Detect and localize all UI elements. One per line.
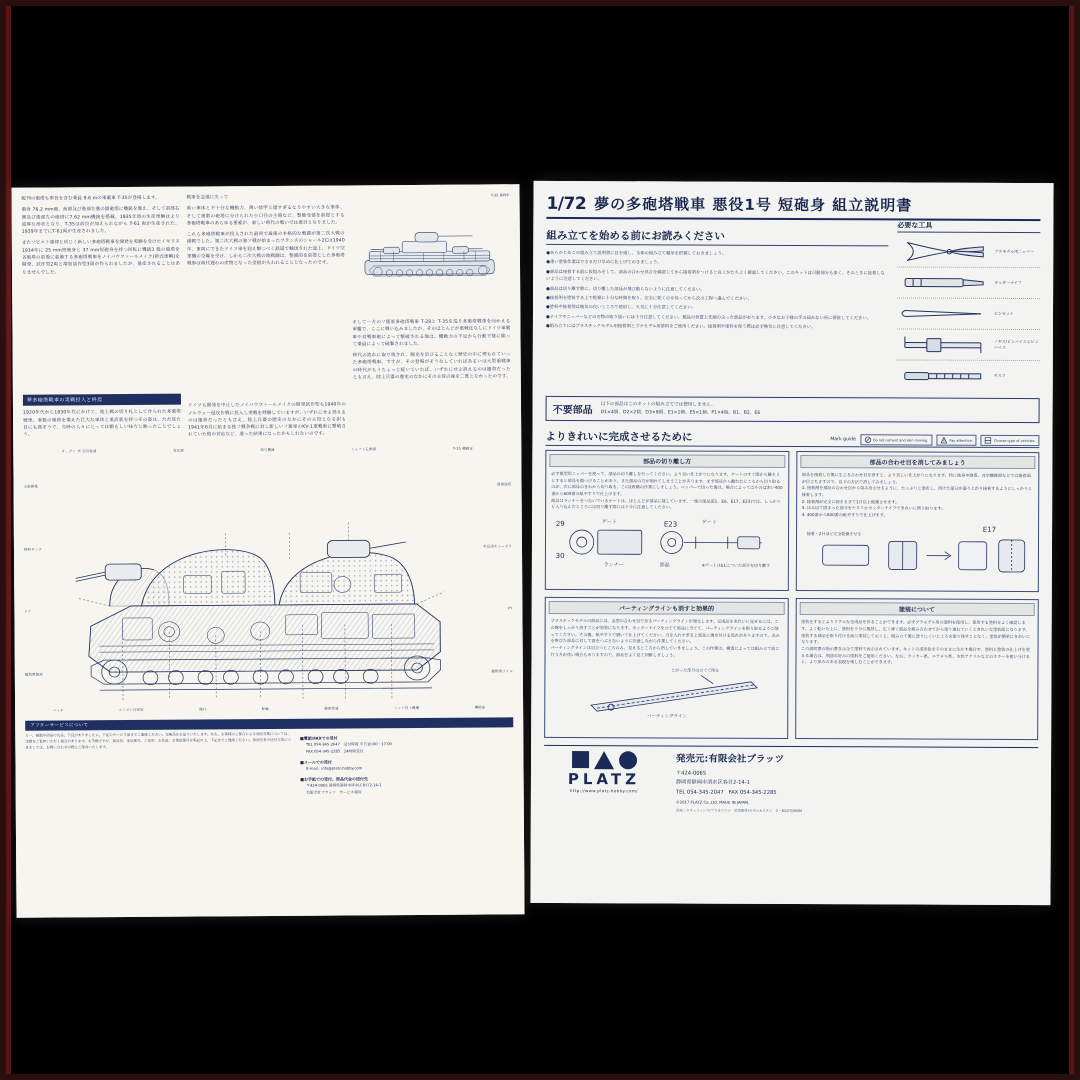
tool-name-2: ピンセット	[993, 310, 1015, 316]
card-text-0: 必ず模型用ニッパーを使って、部品の切り離しを行ってください。より良い仕上がりになります。ゲートのすぐ際から離そうとすると部品を傷つけることがあり、また部品の方が削れてしまうことがあります。まず部品から離れたところから切り取るのが、次に部品のきわから切り取る、この2段階の作業にしましょう。ニッパーで切った後は、場合によってはそのばあい400番から600番の紙やすりで仕上げます。 部品はランナーをつないでいるゲートは、ほとんどが部品に接しています。一部の部品(E1、E6、E17、E23)では、しっかりと入り込んだところには切り離す際には十分に注意してください。	[551, 470, 783, 510]
cutaway-label-right-2: FY	[507, 606, 513, 611]
parting-line-figure	[550, 661, 782, 722]
instruction-sheet-left	[11, 184, 524, 918]
mark-guide-item-1	[936, 435, 977, 446]
svg-text:ゲート: ゲート	[701, 519, 717, 526]
file-icon	[897, 362, 989, 388]
cutaway-label-bottom-5: ヘッド投下機構	[394, 705, 420, 710]
left-col3-p2: 時代の流れに取り残され、脚光を浴びることなく歴史の中に埋もれていった多砲塔戦車。ですが、その登場がそうなしていればあるいは大型重戦車の時代がもうちょっと続いていれば、いずれにせよ消えるのは運命だったとも言え、陸上兵器の歴史のなかにその主役の座を二度となかったのです。	[352, 352, 511, 381]
tool-name-4: ヤスリ	[993, 372, 1006, 378]
cutaway-label-bottom-0: ハッチ	[52, 708, 64, 713]
maker-line	[676, 751, 1038, 769]
copyright: ©2017 PLATZ Co.,Ltd. MADE IN JAPAN.	[675, 799, 750, 805]
card-text-3: 塗装をするとよりリアルな完成品を作ることができます。必ずプラモデル用の塗料を使用し、使用する塗料をよく確認します。よく乾いた上に、塗料を十分に撹拌し、広く薄く部品を組み合わせてから塗り重ねていくときれいな塗装面になります。塗装する部品を取り付ける前に塗装しておくと、組み立て後に塗りにくいところを塗り残すことなく、塗装が簡単にきれいになります。 この説明書の指示書きは全て塗料で表示されています。キットの成形色をそのままに生かす場合や、塗料と塗装の仕上げを変える場合は、別途お好みの塗料をご使用ください。なお、ラッカー系、エナメル系、水性アクリルなどのカラーを使い分けると、より深みのある表現を楽しむことができます。	[800, 619, 1031, 665]
cutaway-label-top-4: T-35 機銃室	[452, 446, 473, 451]
telephone: TEL 054-345-2047	[675, 789, 724, 796]
contact-mail-1[interactable]: E-mail : info@platz-hobby.com	[306, 766, 363, 771]
svg-text:※ゲートはE1についた部分を切り離す: ※ゲートはE1についた部分を切り離す	[701, 562, 771, 568]
tools-heading: 必要な工具	[897, 220, 1040, 233]
scale-label: 1/72	[546, 193, 587, 215]
svg-text:ランナー: ランナー	[603, 561, 624, 569]
maker-name: 有限会社プラッツ	[708, 753, 785, 765]
knife-icon	[897, 269, 989, 295]
logo-shapes	[544, 751, 664, 770]
photo-edge-left	[6, 6, 11, 1074]
cutaway-label-top-2: 信号機器	[260, 447, 275, 452]
card-text-2: プラスチックモデルの部品には、金型の合わせ目であるパーティングラインが発生します。完成品をきれいに見せるには、この線をしっかり消すことが効果になります。カッターナイフを立てて部品に当てて、パーティングラインを削り取るように削ってください。その後、紙やすりで磨いて仕上げてください。力を入れすぎると部品に傷を付ける恐れがありますので、丸みを帯びた部品に対して面をつぶさないように注意しながら作業してください。 パーティングラインは目立つところのみ、見えるところから消していきましょう。この作業は、構造によっては組み立て前に行う方が良い場合もありますので、部品をよく見て判断しましょう。	[550, 618, 780, 658]
logo-url[interactable]: http://www.platz-hobby.com/	[569, 787, 638, 794]
tool-name-3: ノギス/ピンバイスとピンバイス	[993, 338, 1039, 350]
card-heading-3: 塗装について	[799, 602, 1035, 616]
cutaway-label-bottom-2: 操行	[199, 707, 207, 712]
svg-text:ゲート: ゲート	[601, 518, 617, 525]
rules-list	[546, 250, 888, 332]
left-column-2	[187, 193, 346, 386]
cutaway-label-bottom-4: 懸架装置	[324, 706, 339, 711]
left-mid-columns	[23, 387, 511, 445]
contact-head-letter: ■お手紙での受付、部品代金の送付先	[300, 776, 369, 782]
document-title-row	[546, 193, 1040, 221]
left-col1-p1: 配列の砲塔も車長を含む乗員 9.6 mの車載車 T-35が登場します。	[21, 195, 160, 202]
photo-edge-right	[1069, 6, 1074, 1074]
before-assembly-row	[546, 219, 1041, 391]
rule-3: ●部品は切り離す際に、切り離した部品が飛び散らないように注意してください。	[546, 286, 705, 293]
contact-letter-1: 〒424-0065 静岡県静岡市清水区春日2-14-1	[306, 783, 382, 789]
tank-photo-caption: T-35 重戦車	[490, 193, 510, 198]
technique-card-parting-line	[544, 597, 788, 738]
sprue-gate-figure	[551, 514, 783, 575]
technique-card-cutting	[545, 450, 789, 591]
cutaway-label-left-2: ドア	[24, 610, 32, 615]
cutaway-label-right-1: 車長用キューポラ	[483, 544, 512, 549]
footer	[544, 745, 1038, 817]
rule-7: ●組み立てにはプラスチックモデル用接着剤とプラモデル用塗料をご使用ください。接着剤や塗料を使う際は必ず換気に注意してください。	[545, 324, 816, 331]
mark-guide	[830, 434, 1039, 446]
nipper-icon	[897, 238, 989, 264]
cutaway-label-bottom-3: 転輪	[261, 706, 269, 711]
card-heading-2: パーティングラインも消すと効果的	[549, 601, 785, 615]
triangle-icon	[594, 751, 614, 769]
tank-cutaway-illustration	[66, 453, 470, 706]
cutaway-label-top-1: 変圧器	[173, 448, 184, 453]
circle-icon	[619, 751, 637, 769]
cutaway-label-bottom-6: 機関室	[474, 705, 486, 710]
mark-guide-text-1: Pay attention.	[949, 438, 973, 443]
left-col2-p1: 戦車を急速に失って	[186, 195, 229, 201]
rule-4: ●接着剤を塗装する上で乾燥に十分な時間を取り、完全に乾くのを待ってから次の工程へ進んでください。	[546, 295, 752, 302]
tool-item-nipper	[897, 236, 1040, 268]
svg-text:部品: 部品	[659, 562, 670, 569]
logo-wordmark: PLATZ	[567, 769, 641, 789]
choose-icon	[985, 437, 992, 444]
after-service-contacts	[300, 730, 514, 797]
svg-text:パーティングライン: パーティングライン	[646, 714, 687, 720]
mark-guide-item-2	[981, 435, 1040, 446]
left-col1-p2: 砲身 76.2 mm砲、前部及び後部左側の副砲塔に機銃を備え、そして前部右側及び後部左の砲塔に7.62 mm機銃を搭載。1935年頃の生産車輌はより重厚な形状となり、T-35は改良が加えられながら T-61 両が生産された。1939年までにT-61両が生産されました。	[21, 206, 180, 235]
cutaway-label-left-3: 補助電源部	[24, 672, 43, 677]
after-service-section	[25, 717, 514, 799]
postal-code: 〒424-0065	[675, 770, 707, 778]
contact-head-mail: ■メールでの受付	[300, 759, 332, 765]
section-heading-finish-row	[545, 429, 1039, 448]
street-address: 静岡県静岡市清水区春日2-14-1	[675, 779, 750, 787]
tool-item-knife	[897, 267, 1040, 299]
card-text-1: 部品を接着した後に生じる合わせ目を消すと、より美しい仕上がりになります。特に砲身や砲塔、対空機銃部などでは接着面が目立ちますので、以下の方法で消してみましょう。 1. 接着剤を部品の合わせ目から染み出させるように、たっぷりと塗布し、溶けた部分が盛り上がり接着するようにしっかりと接着します。 2. 接着剤が完全に固まるまで1日以上乾燥させます。 3. はみ出て固まった部分をヤスリかカッターナイフできれいに削り取ります。 4. 400番から600番の紙やすりで仕上げます。	[801, 472, 1033, 518]
technique-card-seam	[795, 451, 1039, 592]
page-title: 夢の多砲塔戦車 悪役1号 短砲身 組立説明書	[594, 195, 913, 215]
left-col2-p2: 重い車体と不十分な機動力、薄い装甲と遅すぎるなりやすい大きな車体、そして複数の砲塔に分けられた小口径の主砲など、整備受領を前提とする多砲塔戦車のあらゆる要素が、新しい時代の戦いでは裏目となりました。	[186, 205, 345, 227]
mark-guide-label: Mark guide	[830, 437, 856, 443]
after-service-band: アフターサービスについて	[25, 717, 513, 730]
tool-name-0: プラモデル用ニッパー	[994, 248, 1034, 255]
platz-logo	[544, 751, 664, 794]
cutaway-label-left-1: 燃料タンク	[23, 547, 42, 552]
after-service-text: 万一、破損や部品の欠品、不良がありましたら、下記のサービス係までご連絡ください。交換品をお送りいたします。なお、お客様のご都合による部品交換については、実費をご負担いただく場合があります。お手数ですが、商品名、部品番号、ご住所、お名前、お電話番号を明記の上、下記までご連絡ください。部品代金の送付方法につきましては、お問い合わせの際にご案内いたします。	[25, 731, 291, 750]
card-heading-0: 部品の切り離し方	[549, 454, 785, 468]
rule-2: ●部品は接着する前に仮組みをして、部品の合わせ具合を確認してから接着剤をつけると良くかたちよく確認してください。このキットは可動部分も多く、そのときに接着しないように注意してください。	[546, 269, 885, 283]
tool-item-file	[897, 360, 1040, 391]
tool-item-caliper	[897, 329, 1040, 361]
left-col3-p1: そして一方のソ連軍多砲塔戦車 T-28と T-35を巡り多砲塔戦車を向かえる軍艦で、ここに戦い込みましたが、そのほとんどが重戦化なしにドイツ軍戦車や対戦車砲によって撃破される他は、機動力の不足から行動不能に陥って乗員によって破棄されました。	[352, 319, 511, 348]
left-col1-p3: またソビエト連邦と同じく新しい多砲塔戦車を開発を実験を受けたイギリス 1934年に 25 mm短砲身と 37 mm短砲身を持つ回転に機銃1 挺の砲塔を各砲塔の前後に装備する多砲塔戦車をノイバウファールメイク(新式車輌)を開発、試作型2両と増加試作型3両が作られましたが、量産されることはありませんでした。	[21, 240, 181, 276]
contact-head-phone: ■電話/FAXでの受付	[299, 735, 338, 741]
rule-5: ●塗料や接着剤は換気の良いところで使用し、火気に十分注意してください。	[546, 305, 696, 311]
caliper-icon	[897, 331, 989, 357]
unused-parts-title: 不要部品	[552, 404, 593, 417]
cutaway-label-top-3: シャフト伝動部	[351, 446, 377, 452]
technique-card-painting	[795, 598, 1039, 739]
contact-phone-1: TEL 054-345-2047 受付時間 平日10:00〜17:00	[306, 742, 392, 747]
contact-letter-2: 有限会社プラッツ サービス係宛	[306, 790, 362, 795]
svg-text:接着・2日ほど完全乾燥させる: 接着・2日ほど完全乾燥させる	[806, 531, 861, 537]
cutaway-label-left-0: 主砲弾薬	[23, 485, 38, 490]
svg-text:E17: E17	[982, 526, 996, 535]
cutaway-figure-wrap	[23, 445, 513, 714]
svg-text:29: 29	[555, 519, 565, 528]
fax: FAX 054-345-2285	[728, 789, 777, 796]
technique-cards-grid	[544, 450, 1039, 740]
paint-figure	[801, 669, 1033, 730]
instruction-sheet-right	[530, 181, 1053, 905]
left-column-1	[22, 195, 181, 388]
svg-text:とがった部分は立てて削る: とがった部分は立てて削る	[671, 667, 720, 673]
unused-parts-box	[546, 396, 1040, 423]
cutaway-label-right-0: 後部砲塔	[497, 481, 512, 486]
company-address-block	[676, 751, 1038, 816]
cutaway-label-right-3: 駆動用ゾイル	[491, 669, 513, 674]
tools-panel	[897, 220, 1041, 391]
svg-text:30: 30	[555, 551, 565, 560]
t35-tank-illustration	[352, 198, 511, 311]
square-icon	[572, 751, 589, 768]
tool-item-tweezers	[897, 298, 1040, 330]
maker-label: 発売元:	[676, 753, 709, 765]
band-text-2: ドイツも開発を中止したノイバウファールメイクの開発試作型も1940年のノルウェー侵攻作戦に投入し実戦を経験していますが、いずれにせよ消えるのは運命だったとも言え、陸上兵器の歴史のなかにその主役となる訳も1941年6月に始まる独ソ戦争戦に対し新しいソ連軍のKV-1重戦車に撃破されていた他の対応など、違った結果になったかもしれないのです。	[187, 402, 347, 438]
section-band-label: 夢多砲塔戦車の実戦投入と終焉	[23, 394, 181, 406]
tweezers-icon	[897, 300, 989, 326]
contact-phone-2: FAX 054-345-2285 24時間受付	[306, 749, 364, 754]
svg-text:E23: E23	[663, 520, 678, 529]
mark-guide-item-0	[860, 434, 932, 445]
credits: 企画・スタッフィング/プラカジマル 原型制作/モデルカステン 2・3D原型/MSM	[675, 808, 802, 814]
card-heading-1: 部品の合わせ目を消してみましょう	[800, 455, 1036, 469]
seam-figure	[801, 521, 1033, 582]
cutaway-label-bottom-1: エンジン冷却室	[118, 707, 144, 712]
left-column-3	[352, 192, 511, 385]
rule-1: ●重い塗装作業はできるだけ早めに仕上げておきましょう。	[546, 260, 662, 266]
band-text-1: 1920年代から1930年代にかけて、地上戦の切り札として作られた多砲塔戦車。多数の砲塔を備えた巨大な車体と重武装を持つその姿は、ただ見た目にも強そうで、当時の人々にとっては頼もしい味方と映ったことでしょう。	[23, 409, 182, 438]
unused-parts-text: 以下の部品はこのキットの組み立てでは使用しません。 D1×4個、D2×2個、D3×8個、E1×1個、E5×1個、P1×4個、B1、B2、E6	[600, 402, 761, 416]
attention-icon	[940, 437, 947, 444]
left-top-columns	[22, 192, 511, 388]
section-heading-before: 組み立てを始める前にお読みください	[546, 228, 888, 246]
section-heading-finish: よりきれいに完成させるために	[545, 430, 693, 444]
left-col2-p3: これら多砲塔戦車が投入された最初で最後の本格的な戦闘が第二次大戦の緒戦でした。第二次大戦の独ソ戦が始まったフランスのシャール2Cは1940年、車両にできたドイツ軍を迎え撃つべく鉄道で輸送された途上、ドイツ空軍機の空爆を受け、しかも二次大戦の地戦闘は、整備的を前提とした多砲塔戦車は時代遅れの産物となった全般が失われることとなったのです。	[186, 231, 345, 267]
no-cement-icon	[864, 436, 871, 443]
mark-guide-text-0: Do not cement and skin moving.	[872, 437, 929, 443]
rule-0: ●あらかじめこの組み立て説明書に目を通し、全体の組み立て順序を把握しておきましょう。	[546, 250, 727, 257]
tool-name-1: カッターナイフ	[994, 279, 1022, 285]
mark-guide-text-2: Choose type of vehicles.	[993, 438, 1036, 443]
rule-6: ●ナイフやニッパーなどの刃物の取り扱いには十分注意してください。製品の性質上先端の尖った部品があります。小さなお子様の手の届かない所に保管してください。	[545, 314, 872, 322]
cutaway-label-top-0: キ...ゲン 車 空冷装置	[61, 448, 97, 454]
